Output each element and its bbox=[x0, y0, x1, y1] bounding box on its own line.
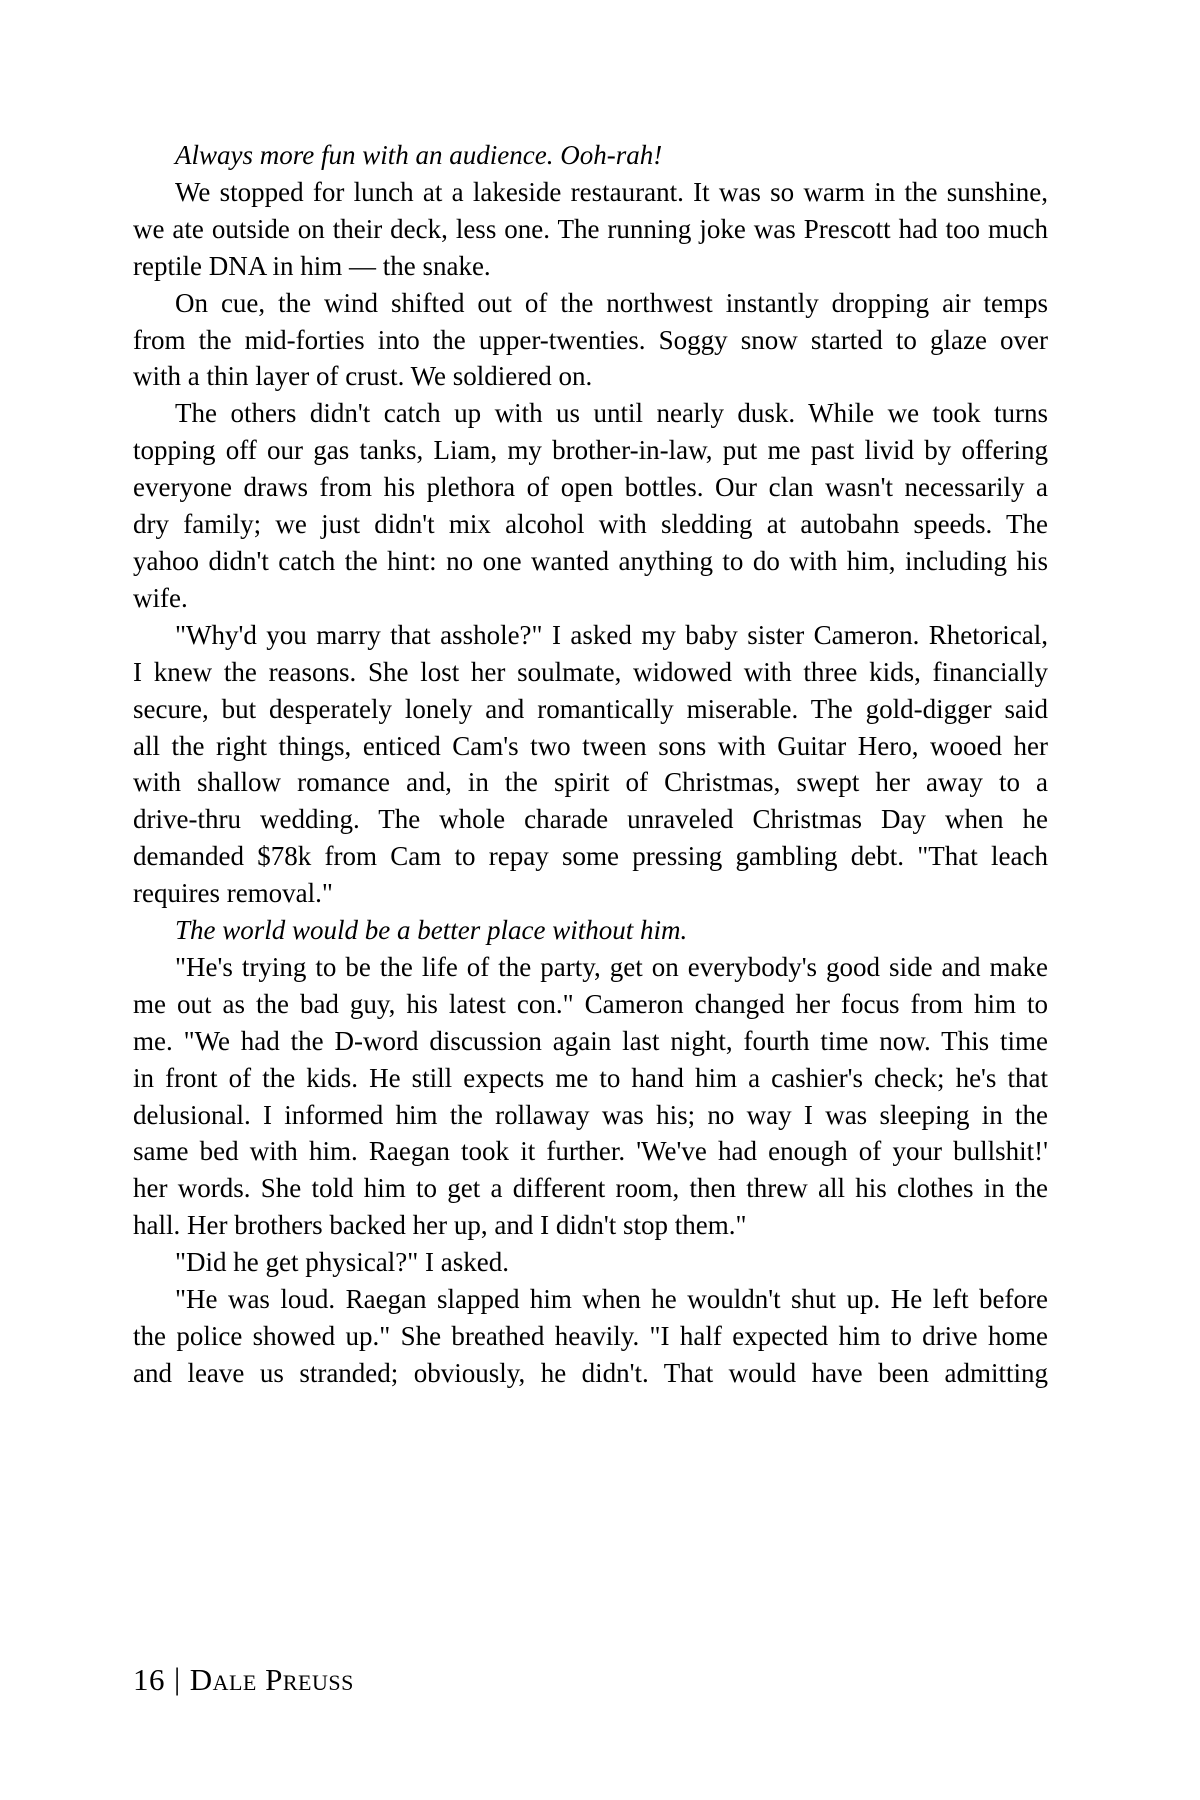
text-line: We stopped for lunch at a lakeside restaurant. It was so warm in the sunshine, bbox=[175, 176, 1048, 207]
text-line: wife. bbox=[133, 582, 188, 613]
text-line: all the right things, enticed Cam's two tween sons with Guitar Hero, wooed her bbox=[133, 730, 1048, 761]
text-line: same bed with him. Raegan took it further. 'We've had enough of your bullshit!' bbox=[133, 1136, 1048, 1167]
text-line: with a thin layer of crust. We soldiered on. bbox=[133, 361, 593, 392]
text-line: secure, but desperately lonely and romantically miserable. The gold-digger said bbox=[133, 693, 1048, 724]
text-line: I knew the reasons. She lost her soulmate, widowed with three kids, financially bbox=[133, 656, 1048, 687]
text-line: "He was loud. Raegan slapped him when he wouldn't shut up. He left before bbox=[175, 1284, 1048, 1315]
text-line: "Did he get physical?" I asked. bbox=[175, 1247, 509, 1278]
text-line: "He's trying to be the life of the party, get on everybody's good side and make bbox=[175, 951, 1048, 982]
text-line: The world would be a better place without him. bbox=[175, 915, 688, 946]
text-line: On cue, the wind shifted out of the northwest instantly dropping air temps bbox=[175, 287, 1048, 318]
paragraph-inner-thought bbox=[133, 912, 1048, 949]
text-line: reptile DNA in him — the snake. bbox=[133, 250, 491, 281]
paragraph-body bbox=[133, 174, 1048, 285]
text-line: everyone draws from his plethora of open bottles. Our clan wasn't necessarily a bbox=[133, 472, 1048, 503]
text-line: The others didn't catch up with us until nearly dusk. While we took turns bbox=[175, 398, 1048, 429]
text-line: in front of the kids. He still expects me to hand him a cashier's check; he's that bbox=[133, 1062, 1048, 1093]
paragraph-body bbox=[133, 1281, 1048, 1392]
paragraph-body bbox=[133, 1244, 1048, 1281]
paragraph-inner-thought bbox=[133, 137, 1048, 174]
page-body bbox=[133, 137, 1048, 1392]
page-number: 16 bbox=[133, 1662, 165, 1697]
text-line: dry family; we just didn't mix alcohol with sledding at autobahn speeds. The bbox=[133, 509, 1048, 540]
page-footer bbox=[133, 1663, 354, 1697]
paragraph-body bbox=[133, 617, 1048, 912]
text-line: drive-thru wedding. The whole charade unraveled Christmas Day when he bbox=[133, 804, 1048, 835]
text-line: from the mid-forties into the upper-twenties. Soggy snow started to glaze over bbox=[133, 324, 1048, 355]
text-line: yahoo didn't catch the hint: no one wanted anything to do with him, including his bbox=[133, 545, 1048, 576]
text-line: the police showed up." She breathed heavily. "I half expected him to drive home bbox=[133, 1321, 1048, 1351]
paragraph-body bbox=[133, 395, 1048, 616]
text-line: with shallow romance and, in the spirit of Christmas, swept her away to a bbox=[133, 767, 1048, 798]
text-line: me out as the bad guy, his latest con." Cameron changed her focus from him to bbox=[133, 988, 1048, 1019]
text-line: topping off our gas tanks, Liam, my brother-in-law, put me past livid by offering bbox=[133, 435, 1048, 466]
text-line: me. "We had the D-word discussion again last night, fourth time now. This time bbox=[133, 1025, 1048, 1056]
paragraph-body bbox=[133, 285, 1048, 396]
paragraph-body bbox=[133, 949, 1048, 1244]
text-line: "Why'd you marry that asshole?" I asked my baby sister Cameron. Rhetorical, bbox=[175, 619, 1048, 650]
text-line: requires removal." bbox=[133, 878, 333, 909]
text-line: her words. She told him to get a different room, then threw all his clothes in the bbox=[133, 1173, 1048, 1204]
text-line: Always more fun with an audience. Ooh-rah! bbox=[175, 140, 663, 170]
text-line: we ate outside on their deck, less one. The running joke was Prescott had too much bbox=[133, 213, 1048, 244]
text-line: hall. Her brothers backed her up, and I didn't stop them." bbox=[133, 1210, 747, 1241]
text-line: delusional. I informed him the rollaway was his; no way I was sleeping in the bbox=[133, 1099, 1048, 1130]
footer-author: Dale Preuss bbox=[189, 1662, 354, 1697]
text-line: and leave us stranded; obviously, he didn't. That would have been admitting bbox=[133, 1357, 1048, 1388]
footer-separator: | bbox=[174, 1661, 181, 1696]
text-line: demanded $78k from Cam to repay some pressing gambling debt. "That leach bbox=[133, 841, 1048, 872]
